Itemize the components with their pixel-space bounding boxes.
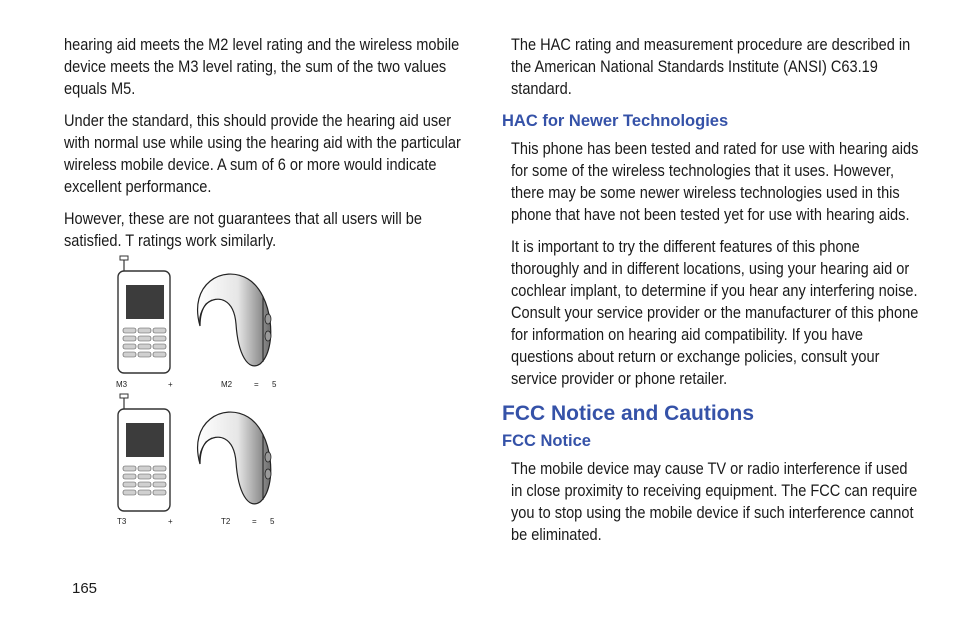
paragraph: This phone has been tested and rated for use with hearing aids for some of the wireless technologies that it uses. However, there may be some newer wireless technologies used in this phone that have not been tested yet for use with hearing aids. (511, 140, 919, 224)
equals-sign: = (254, 380, 259, 389)
paragraph: It is important to try the different features of this phone thoroughly and in different locations, using your hearing aid or cochlear implant, to determine if you hear any interfering noise. Consult your service provider or the manufacturer of this phone for information on hearing aid compatibility. If you have questions about return or exchange policies, consult your service provider or phone retailer. (511, 238, 919, 388)
plus-sign: + (168, 380, 173, 389)
plus-sign: + (168, 517, 173, 526)
hearing-aid-rating-figure (108, 254, 298, 534)
mobile-phone-icon (118, 394, 170, 511)
hearing-aid-icon (198, 412, 271, 504)
sum-label: 5 (270, 517, 275, 526)
sum-label: 5 (272, 380, 277, 389)
page-number: 165 (72, 580, 98, 597)
paragraph: hearing aid meets the M2 level rating and the wireless mobile device meets the M3 level rating, the sum of the two values equals M5. (64, 36, 460, 98)
paragraph: Under the standard, this should provide the hearing aid user with normal use while using the hearing aid with the particular wireless mobile device. A sum of 6 or more would indicate excellent performance. (64, 112, 461, 196)
paragraph: The mobile device may cause TV or radio interference if used in close proximity to receiving equipment. The FCC can require you to stop using the mobile device if such interference cannot be eliminated. (511, 460, 918, 544)
aid-rating-label: T2 (221, 517, 231, 526)
hearing-aid-icon (198, 274, 271, 366)
phone-rating-label: T3 (117, 517, 127, 526)
chapter-heading: FCC Notice and Cautions (502, 402, 755, 425)
right-column (502, 34, 919, 556)
left-column (64, 34, 464, 262)
equals-sign: = (252, 517, 257, 526)
aid-rating-label: M2 (221, 380, 233, 389)
paragraph: The HAC rating and measurement procedure are described in the American National Standards Institute (ANSI) C63.19 standard. (511, 36, 911, 98)
paragraph: However, these are not guarantees that all users will be satisfied. T ratings work similarly. (64, 210, 422, 250)
phone-rating-label: M3 (116, 380, 128, 389)
mobile-phone-icon (118, 256, 170, 373)
section-heading: HAC for Newer Technologies (502, 112, 729, 130)
section-heading: FCC Notice (502, 432, 591, 450)
